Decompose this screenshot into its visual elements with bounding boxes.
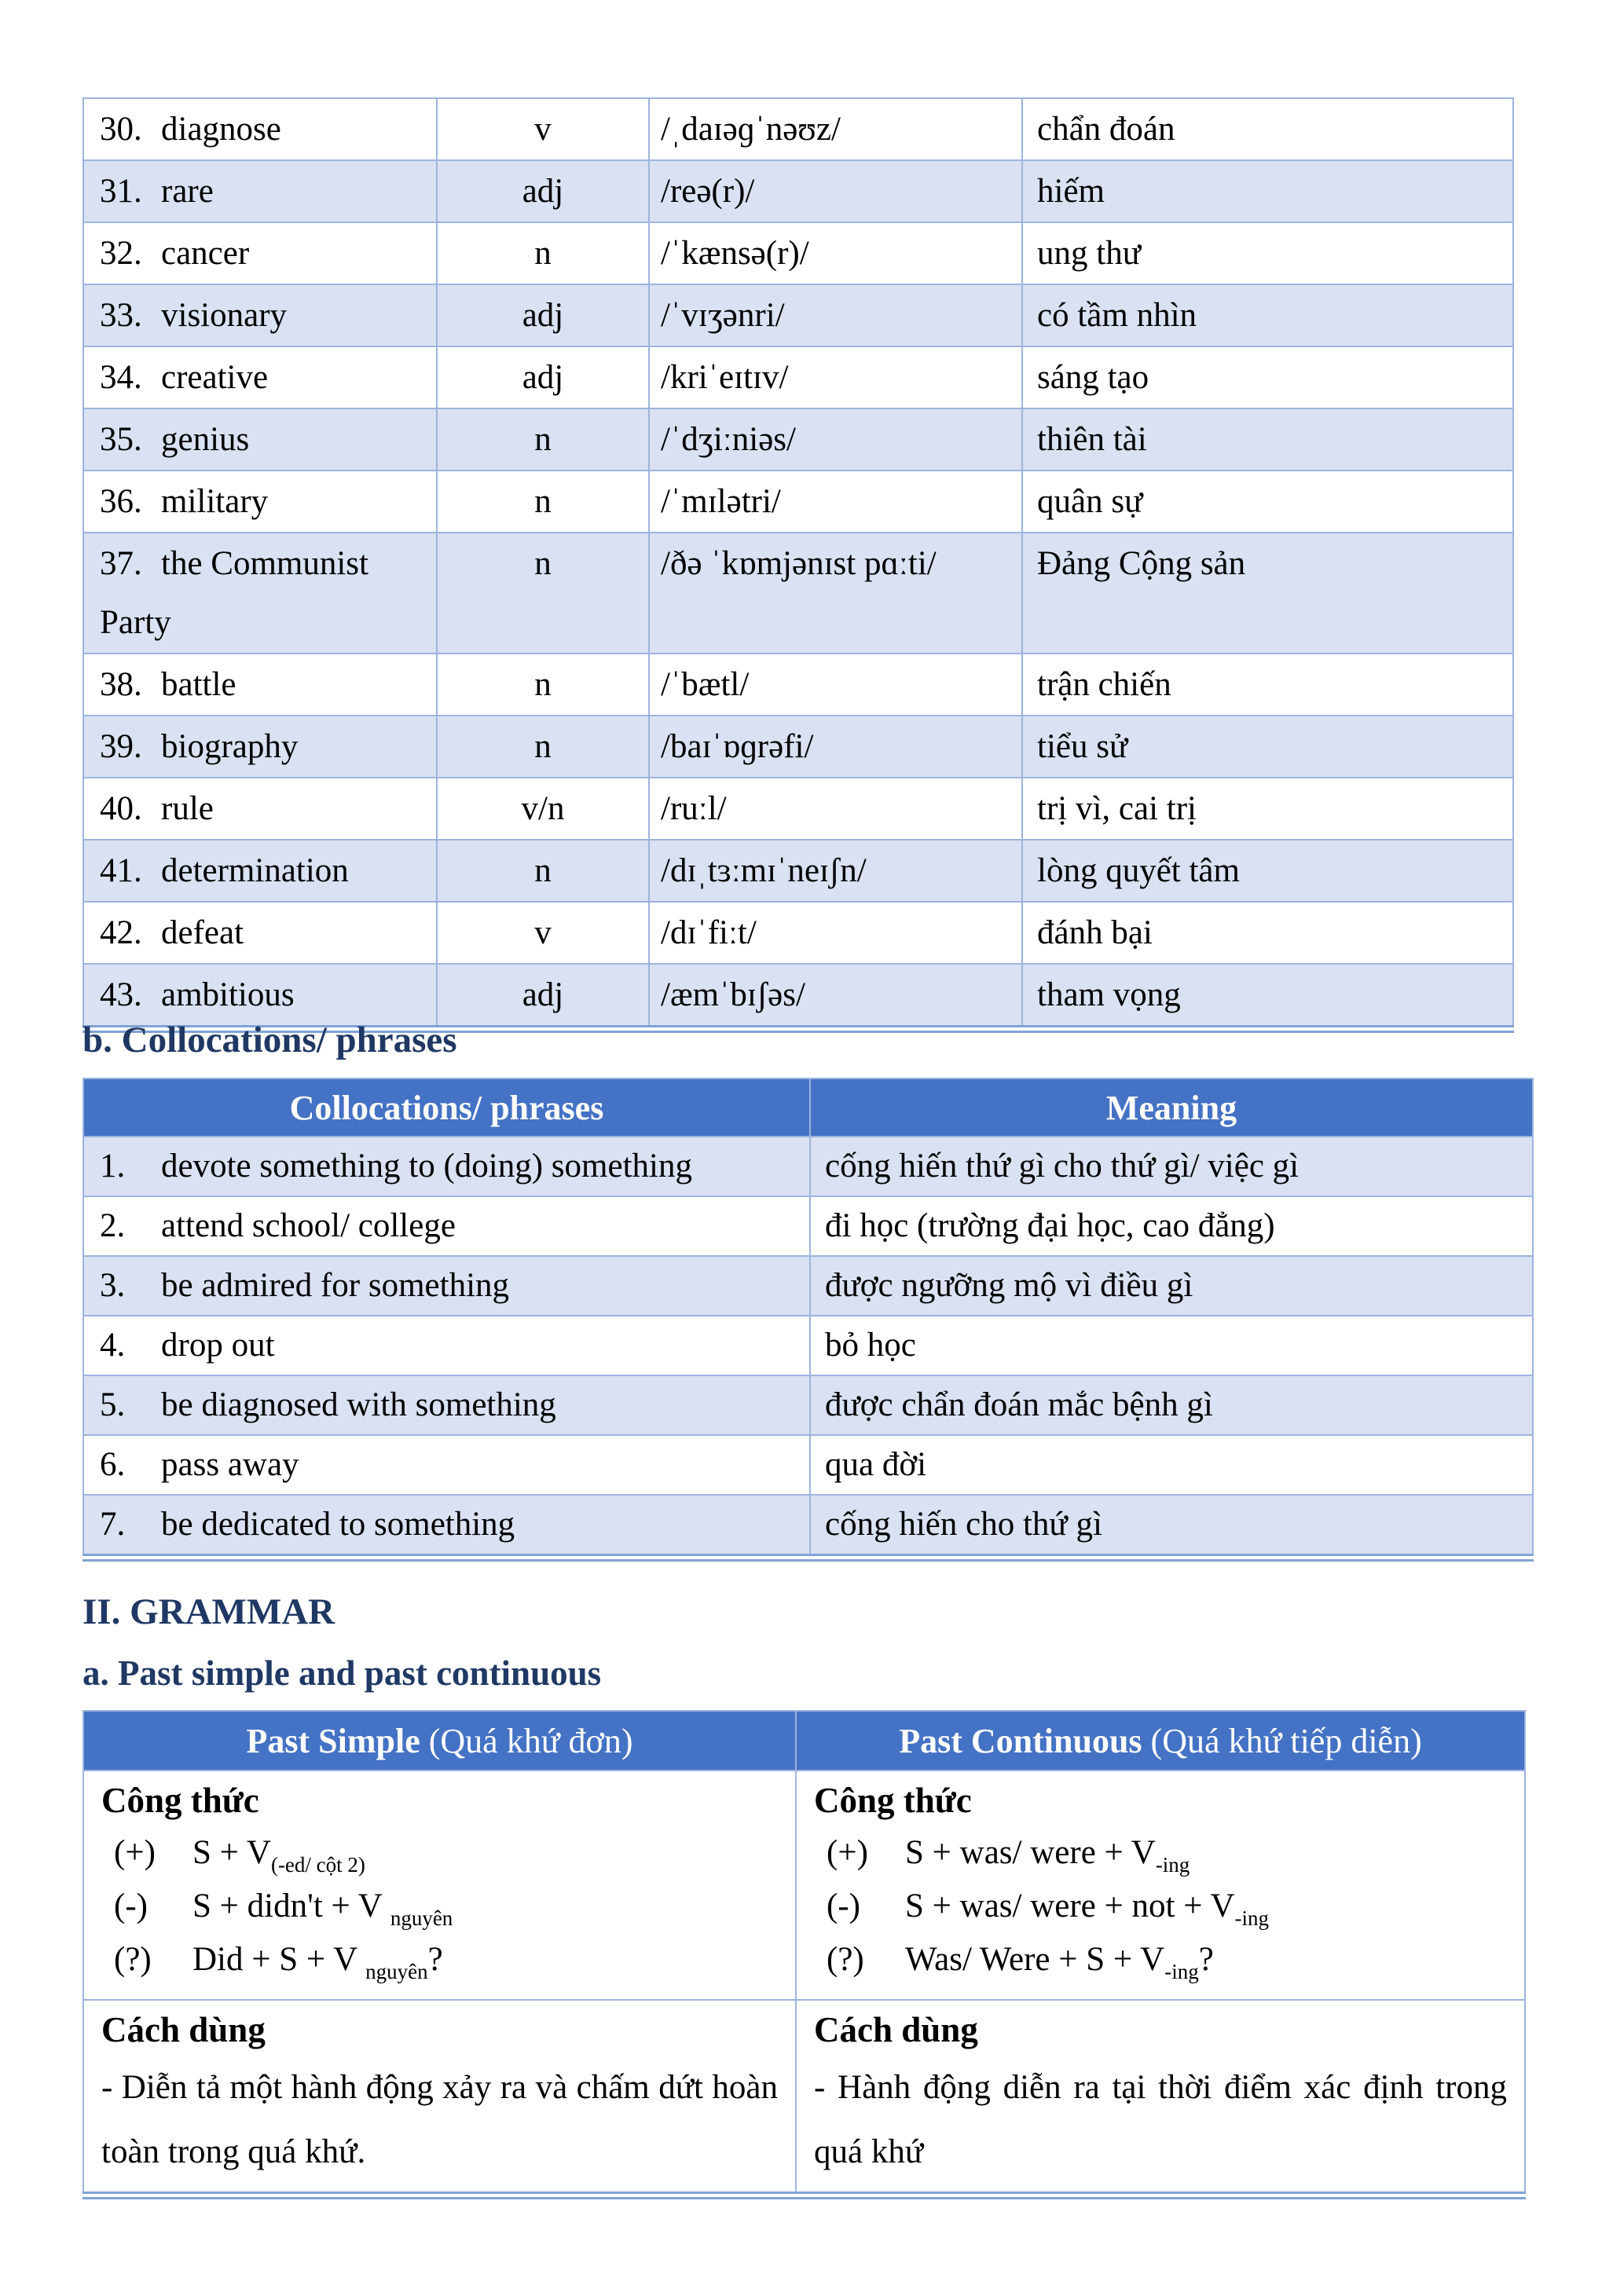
collocation-phrase-cell — [83, 1196, 810, 1256]
collocation-meaning-cell: cống hiến thứ gì cho thứ gì/ việc gì — [810, 1137, 1533, 1196]
vocab-ipa-cell: /reə(r)/ — [649, 160, 1022, 222]
grammar-subheading: a. Past simple and past continuous — [82, 1653, 602, 1693]
collocation-phrase: devote something to (doing) something — [161, 1148, 692, 1185]
vocab-row — [83, 654, 1513, 716]
vocab-word-cell — [83, 98, 437, 160]
collocations-header-row — [83, 1078, 1533, 1137]
vocab-meaning-cell: trị vì, cai trị — [1022, 778, 1513, 840]
collocation-meaning-cell: đi học (trường đại học, cao đẳng) — [810, 1196, 1533, 1256]
vocab-meaning-cell: trận chiến — [1022, 654, 1513, 716]
row-number: 43. — [100, 976, 142, 1013]
vocab-pos-cell: n — [437, 408, 649, 471]
tense-name-vietnamese: (Quá khứ đơn) — [420, 1721, 633, 1760]
vocab-ipa-cell: /dɪˈfiːt/ — [649, 902, 1022, 964]
vocab-ipa-cell: /ðə ˈkɒmjənɪst pɑːti/ — [649, 533, 1022, 654]
collocation-phrase: be diagnosed with something — [161, 1386, 556, 1423]
vocab-word-cell — [83, 716, 437, 778]
collocations-table-body — [83, 1137, 1533, 1558]
formula-sign: (?) — [114, 1941, 152, 1978]
usage-label: Cách dùng — [101, 2010, 266, 2049]
vocab-word-cell — [83, 471, 437, 533]
row-number: 37. — [100, 545, 142, 582]
vocab-meaning-cell: thiên tài — [1022, 408, 1513, 471]
row-number: 36. — [100, 483, 142, 520]
formula-line — [814, 1933, 1507, 1987]
vocab-word: biography — [161, 728, 299, 765]
formula-subscript: -ing — [1234, 1906, 1270, 1930]
grammar-formula-cell — [796, 1771, 1525, 2000]
grammar-column-header — [796, 1711, 1525, 1771]
vocab-row — [83, 408, 1513, 471]
collocation-row — [83, 1316, 1533, 1375]
vocab-row — [83, 222, 1513, 284]
vocab-word: genius — [161, 421, 250, 458]
vocab-pos-cell: n — [437, 471, 649, 533]
collocation-phrase-cell — [83, 1256, 810, 1316]
vocab-meaning-cell: có tầm nhìn — [1022, 284, 1513, 346]
vocab-meaning-cell: tiểu sử — [1022, 716, 1513, 778]
row-number: 5. — [100, 1386, 126, 1423]
row-number: 6. — [100, 1446, 126, 1483]
row-number: 34. — [100, 359, 142, 396]
formula-part: S + was/ were + V — [905, 1834, 1156, 1871]
row-number: 39. — [100, 728, 142, 765]
vocab-word: ambitious — [161, 976, 295, 1013]
formula-line — [101, 1826, 778, 1880]
formula-line — [814, 1880, 1507, 1933]
vocab-row — [83, 840, 1513, 902]
vocab-word-cell — [83, 222, 437, 284]
usage-text: - Hành động diễn ra tại thời điểm xác định trong quá khứ — [814, 2069, 1507, 2170]
collocations-column-header: Meaning — [810, 1078, 1533, 1137]
formula-part: Was/ Were + S + V — [905, 1941, 1165, 1978]
vocab-meaning-cell: đánh bại — [1022, 902, 1513, 964]
grammar-formula-cell — [83, 1771, 796, 2000]
formula-part: S + V — [192, 1834, 271, 1871]
formula-sign: (+) — [827, 1834, 868, 1871]
vocab-word: visionary — [161, 297, 288, 334]
vocab-ipa-cell: /ruːl/ — [649, 778, 1022, 840]
vocab-word: military — [161, 483, 269, 520]
grammar-usage-cell — [796, 2000, 1525, 2195]
vocab-ipa-cell: /ˈvɪʒənri/ — [649, 284, 1022, 346]
vocab-word-cell — [83, 160, 437, 222]
vocab-word-cell — [83, 284, 437, 346]
grammar-formula-row — [83, 1771, 1525, 2000]
vocabulary-table-body — [83, 98, 1513, 1029]
row-number: 40. — [100, 790, 142, 827]
grammar-header-row — [83, 1711, 1525, 1771]
collocation-row — [83, 1256, 1533, 1316]
vocabulary-table — [82, 97, 1514, 1033]
vocab-meaning-cell: hiếm — [1022, 160, 1513, 222]
vocab-pos-cell: adj — [437, 346, 649, 408]
row-number: 38. — [100, 666, 142, 703]
row-number: 35. — [100, 421, 142, 458]
row-number: 30. — [100, 111, 142, 148]
vocab-ipa-cell: /ˈkænsə(r)/ — [649, 222, 1022, 284]
vocab-pos-cell: v/n — [437, 778, 649, 840]
usage-label: Cách dùng — [814, 2010, 978, 2049]
row-number: 42. — [100, 914, 142, 951]
grammar-usage-row — [83, 2000, 1525, 2195]
collocation-phrase-cell — [83, 1316, 810, 1375]
vocab-word-cell — [83, 778, 437, 840]
grammar-table — [82, 1710, 1526, 2199]
formula-sign: (?) — [827, 1941, 864, 1978]
grammar-table-body — [83, 1771, 1525, 2195]
collocations-column-header: Collocations/ phrases — [83, 1078, 810, 1137]
grammar-column-header — [83, 1711, 796, 1771]
formula-part: S + didn't + V — [192, 1888, 390, 1924]
collocation-phrase: drop out — [161, 1327, 275, 1364]
vocab-row — [83, 471, 1513, 533]
vocab-word: the Communist Party — [100, 545, 368, 641]
row-number: 1. — [100, 1148, 126, 1185]
vocab-row — [83, 902, 1513, 964]
vocab-meaning-cell: sáng tạo — [1022, 346, 1513, 408]
formula-text — [192, 1941, 443, 1983]
collocation-row — [83, 1435, 1533, 1495]
collocation-meaning-cell: cống hiến cho thứ gì — [810, 1495, 1533, 1558]
vocab-row — [83, 284, 1513, 346]
vocab-pos-cell: n — [437, 222, 649, 284]
vocab-word-cell — [83, 346, 437, 408]
collocations-heading: b. Collocations/ phrases — [82, 1020, 457, 1060]
formula-text — [905, 1888, 1270, 1930]
row-number: 32. — [100, 235, 142, 272]
vocab-row — [83, 778, 1513, 840]
tense-name: Past Continuous — [899, 1721, 1142, 1760]
row-number: 4. — [100, 1327, 126, 1364]
collocation-phrase: attend school/ college — [161, 1207, 456, 1244]
vocab-pos-cell: n — [437, 654, 649, 716]
collocation-phrase-cell — [83, 1137, 810, 1196]
vocab-pos-cell: adj — [437, 160, 649, 222]
collocation-phrase: pass away — [161, 1446, 299, 1483]
vocab-word: rule — [161, 790, 214, 827]
formula-sign: (-) — [114, 1888, 148, 1924]
vocab-row — [83, 716, 1513, 778]
grammar-section-heading: II. GRAMMAR — [82, 1591, 335, 1632]
vocab-word-cell — [83, 902, 437, 964]
usage-text: - Diễn tả một hành động xảy ra và chấm dứt hoàn toàn trong quá khứ. — [101, 2069, 778, 2170]
collocation-phrase-cell — [83, 1495, 810, 1558]
formula-text — [192, 1888, 453, 1930]
row-number: 41. — [100, 852, 142, 889]
formula-sign: (-) — [827, 1888, 860, 1924]
vocab-meaning-cell: ung thư — [1022, 222, 1513, 284]
vocab-row — [83, 98, 1513, 160]
vocab-row — [83, 346, 1513, 408]
vocab-word-cell — [83, 654, 437, 716]
formula-subscript: nguyên — [365, 1960, 428, 1983]
vocab-pos-cell: v — [437, 902, 649, 964]
vocab-meaning-cell: chẩn đoán — [1022, 98, 1513, 160]
collocation-row — [83, 1137, 1533, 1196]
vocab-ipa-cell: /dɪˌtɜːmɪˈneɪʃn/ — [649, 840, 1022, 902]
vocab-word: cancer — [161, 235, 250, 272]
collocation-meaning-cell: bỏ học — [810, 1316, 1533, 1375]
collocation-row — [83, 1196, 1533, 1256]
vocab-pos-cell: adj — [437, 284, 649, 346]
vocab-row — [83, 533, 1513, 654]
collocation-meaning-cell: được chẩn đoán mắc bệnh gì — [810, 1375, 1533, 1435]
vocab-word-cell — [83, 408, 437, 471]
grammar-usage-cell — [83, 2000, 796, 2195]
vocab-word-cell — [83, 533, 437, 654]
row-number: 31. — [100, 173, 142, 210]
collocation-row — [83, 1375, 1533, 1435]
tense-name-vietnamese: (Quá khứ tiếp diễn) — [1142, 1721, 1422, 1760]
formula-line — [101, 1880, 778, 1933]
formula-line — [814, 1826, 1507, 1880]
row-number: 2. — [100, 1207, 126, 1244]
vocab-pos-cell: n — [437, 716, 649, 778]
vocab-word: diagnose — [161, 111, 281, 148]
vocab-pos-cell: adj — [437, 964, 649, 1029]
vocab-word-cell — [83, 840, 437, 902]
vocab-word: battle — [161, 666, 236, 703]
vocab-row — [83, 160, 1513, 222]
row-number: 7. — [100, 1506, 126, 1543]
vocab-word: defeat — [161, 914, 244, 951]
vocab-word: rare — [161, 173, 214, 210]
collocations-table — [82, 1078, 1534, 1562]
formula-part: ? — [427, 1941, 443, 1978]
collocation-phrase-cell — [83, 1375, 810, 1435]
vocab-ipa-cell: /ˈbætl/ — [649, 654, 1022, 716]
formula-subscript: nguyên — [390, 1906, 453, 1930]
formula-subscript: -ing — [1155, 1853, 1190, 1877]
formula-subscript: (-ed/ cột 2) — [270, 1853, 365, 1877]
formula-text — [192, 1834, 365, 1877]
vocab-ipa-cell: /æmˈbɪʃəs/ — [649, 964, 1022, 1029]
formula-part: ? — [1198, 1941, 1214, 1978]
vocab-word: determination — [161, 852, 349, 889]
formula-text — [905, 1834, 1190, 1877]
vocab-ipa-cell: /baɪˈɒɡrəfi/ — [649, 716, 1022, 778]
formula-label: Công thức — [101, 1781, 259, 1820]
tense-name: Past Simple — [246, 1721, 420, 1760]
vocab-ipa-cell: /ˈmɪlətri/ — [649, 471, 1022, 533]
row-number: 3. — [100, 1267, 126, 1304]
collocation-meaning-cell: được ngưỡng mộ vì điều gì — [810, 1256, 1533, 1316]
vocab-pos-cell: v — [437, 98, 649, 160]
vocab-ipa-cell: /ˌdaɪəɡˈnəʊz/ — [649, 98, 1022, 160]
vocab-meaning-cell: Đảng Cộng sản — [1022, 533, 1513, 654]
collocation-phrase-cell — [83, 1435, 810, 1495]
row-number: 33. — [100, 297, 142, 334]
vocab-ipa-cell: /kriˈeɪtɪv/ — [649, 346, 1022, 408]
vocab-meaning-cell: lòng quyết tâm — [1022, 840, 1513, 902]
vocab-meaning-cell: tham vọng — [1022, 964, 1513, 1029]
formula-line — [101, 1933, 778, 1987]
formula-label: Công thức — [814, 1781, 972, 1820]
formula-text — [905, 1941, 1214, 1983]
collocation-phrase: be dedicated to something — [161, 1506, 515, 1543]
collocation-row — [83, 1495, 1533, 1558]
vocab-word: creative — [161, 359, 269, 396]
formula-part: Did + S + V — [192, 1941, 366, 1978]
vocab-meaning-cell: quân sự — [1022, 471, 1513, 533]
formula-sign: (+) — [114, 1834, 156, 1871]
formula-subscript: -ing — [1164, 1960, 1199, 1983]
formula-part: S + was/ were + not + V — [905, 1888, 1235, 1924]
collocation-meaning-cell: qua đời — [810, 1435, 1533, 1495]
collocation-phrase: be admired for something — [161, 1267, 510, 1304]
vocab-pos-cell: n — [437, 840, 649, 902]
vocab-pos-cell: n — [437, 533, 649, 654]
vocab-ipa-cell: /ˈdʒiːniəs/ — [649, 408, 1022, 471]
